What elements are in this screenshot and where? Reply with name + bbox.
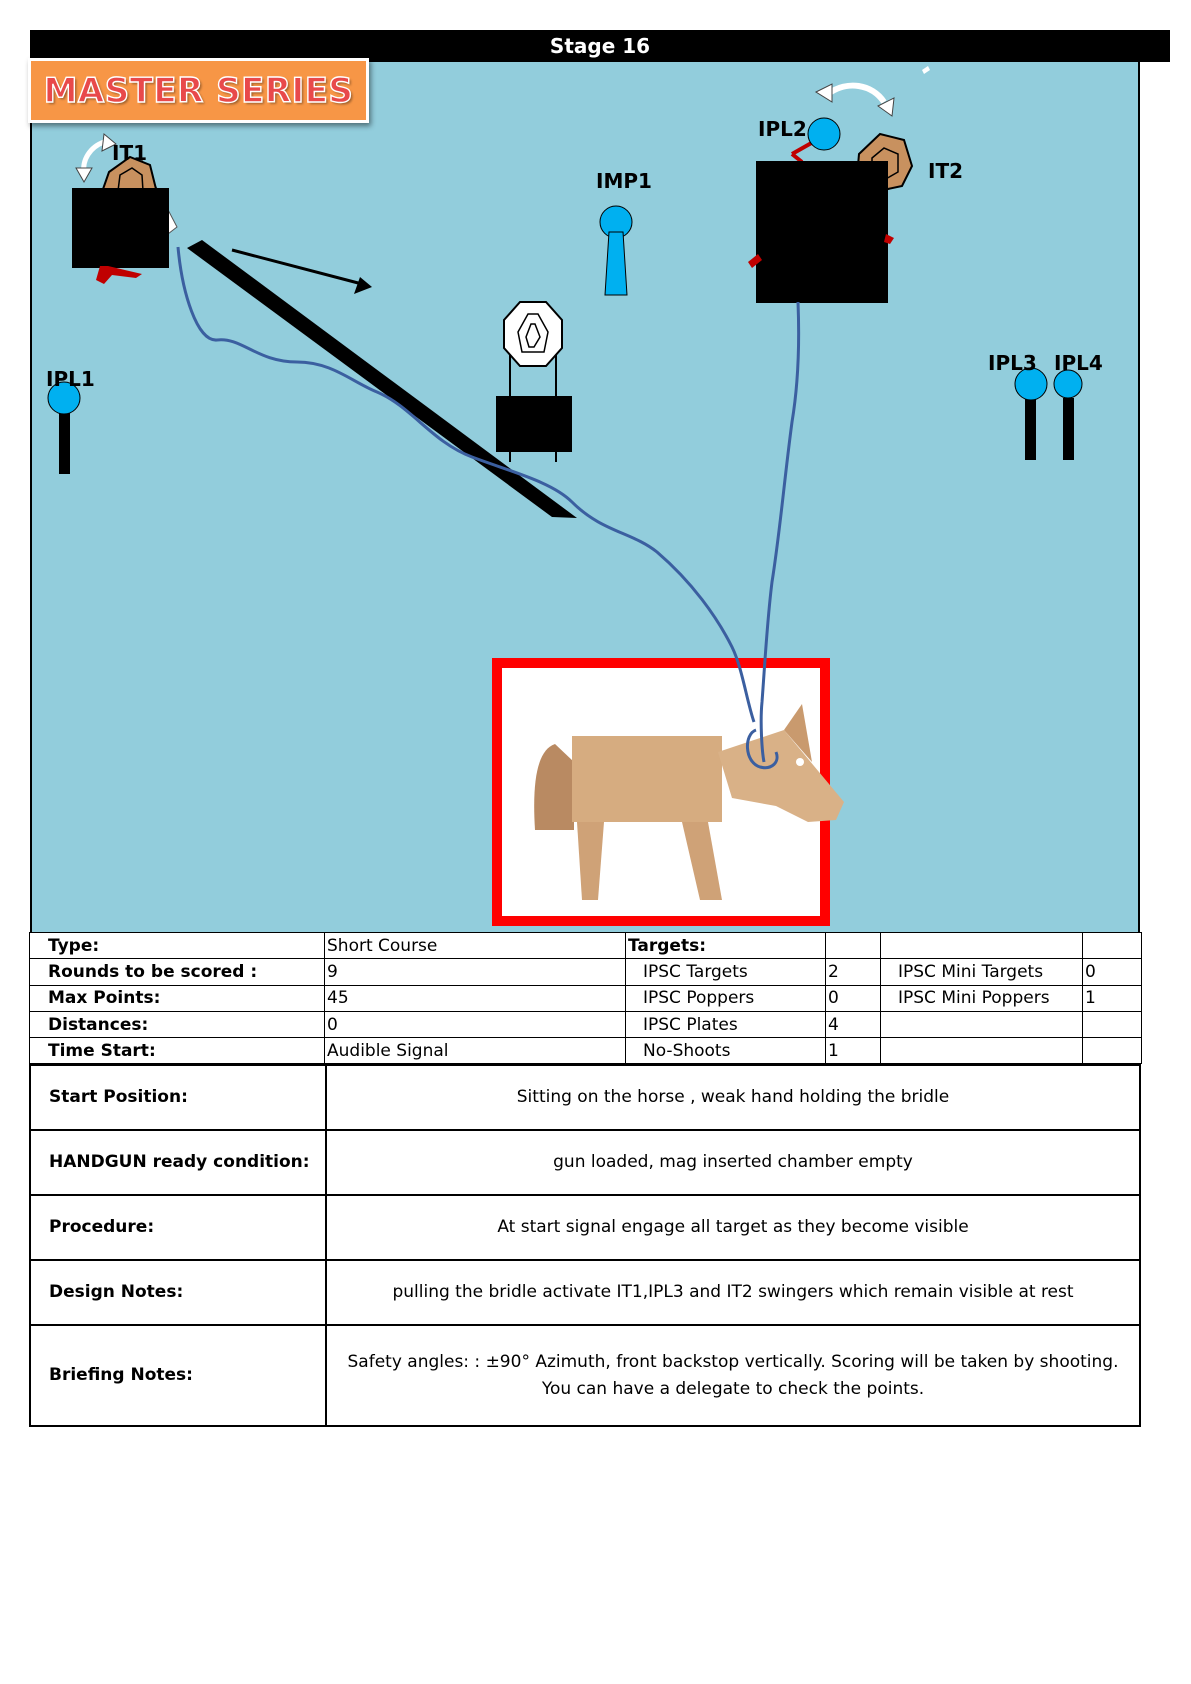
ipsc-targets-value: 2 [826,959,881,985]
it1-barrier [72,188,169,268]
label-it2: IT2 [928,159,963,183]
ipsc-mini-poppers-value: 1 [1083,985,1142,1011]
table-row [30,1038,1142,1064]
table-row [30,1325,1140,1426]
label-imp1: IMP1 [596,169,652,193]
it2-barrier [748,161,894,303]
no-shoots-label: No-Shoots [626,1038,826,1064]
stage-diagram [30,62,1140,932]
briefing-notes-value: Safety angles: : ±90° Azimuth, front backstop vertically. Scoring will be taken by shooting. You can have a delegate to check the points. [326,1325,1140,1426]
table-row [30,1195,1140,1260]
distances-label: Distances: [30,1011,325,1037]
handgun-value: gun loaded, mag inserted chamber empty [326,1130,1140,1195]
table-row [30,985,1142,1011]
table-row [30,1065,1140,1130]
ipsc-poppers-label: IPSC Poppers [626,985,826,1011]
ipl1-plate [48,382,80,474]
ipsc-mini-targets-label: IPSC Mini Targets [881,959,1083,985]
wall-wedge [187,240,577,518]
ipl3-plate [1015,368,1047,460]
table-row [30,959,1142,985]
ipsc-poppers-value: 0 [826,985,881,1011]
briefing-notes-label: Briefing Notes: [30,1325,326,1426]
table-row [30,1011,1142,1037]
label-it1: IT1 [112,141,147,165]
type-label: Type: [30,933,325,959]
time-start-label: Time Start: [30,1038,325,1064]
rounds-label: Rounds to be scored : [30,959,325,985]
ipsc-mini-targets-value: 0 [1083,959,1142,985]
rounds-value: 9 [325,959,626,985]
stage-title: Stage 16 [30,30,1170,62]
start-position-label: Start Position: [30,1065,326,1130]
label-ipl2: IPL2 [758,117,807,141]
imp1-popper [600,206,632,295]
procedure-label: Procedure: [30,1195,326,1260]
ipsc-mini-poppers-label: IPSC Mini Poppers [881,985,1083,1011]
procedure-value: At start signal engage all target as they become visible [326,1195,1140,1260]
start-position-value: Sitting on the horse , weak hand holding the bridle [326,1065,1140,1130]
no-shoots-value: 1 [826,1038,881,1064]
table-row [30,1260,1140,1325]
max-points-value: 45 [325,985,626,1011]
label-ipl4: IPL4 [1054,351,1103,375]
swing-arrow-icon [816,84,894,116]
handgun-label: HANDGUN ready condition: [30,1130,326,1195]
stage-notes-table [29,1064,1141,1427]
label-ipl3: IPL3 [988,351,1037,375]
type-value: Short Course [325,933,626,959]
max-points-label: Max Points: [30,985,325,1011]
design-notes-value: pulling the bridle activate IT1,IPL3 and IT2 swingers which remain visible at rest [326,1260,1140,1325]
stage-info-table [29,932,1142,1064]
ipsc-targets-label: IPSC Targets [626,959,826,985]
time-start-value: Audible Signal [325,1038,626,1064]
horse-start-position [492,658,844,926]
ipl4-plate [1054,370,1082,460]
stage-drawing [32,62,1140,932]
distances-value: 0 [325,1011,626,1037]
table-row [30,933,1142,959]
design-notes-label: Design Notes: [30,1260,326,1325]
ipsc-plates-value: 4 [826,1011,881,1037]
ipsc-plates-label: IPSC Plates [626,1011,826,1037]
targets-label: Targets: [626,933,826,959]
master-series-logo [28,58,369,123]
label-ipl1: IPL1 [46,367,95,391]
mark [922,66,930,74]
table-row [30,1130,1140,1195]
logo-text: MASTER SERIES [43,71,354,111]
plate-target-stand [496,302,572,462]
